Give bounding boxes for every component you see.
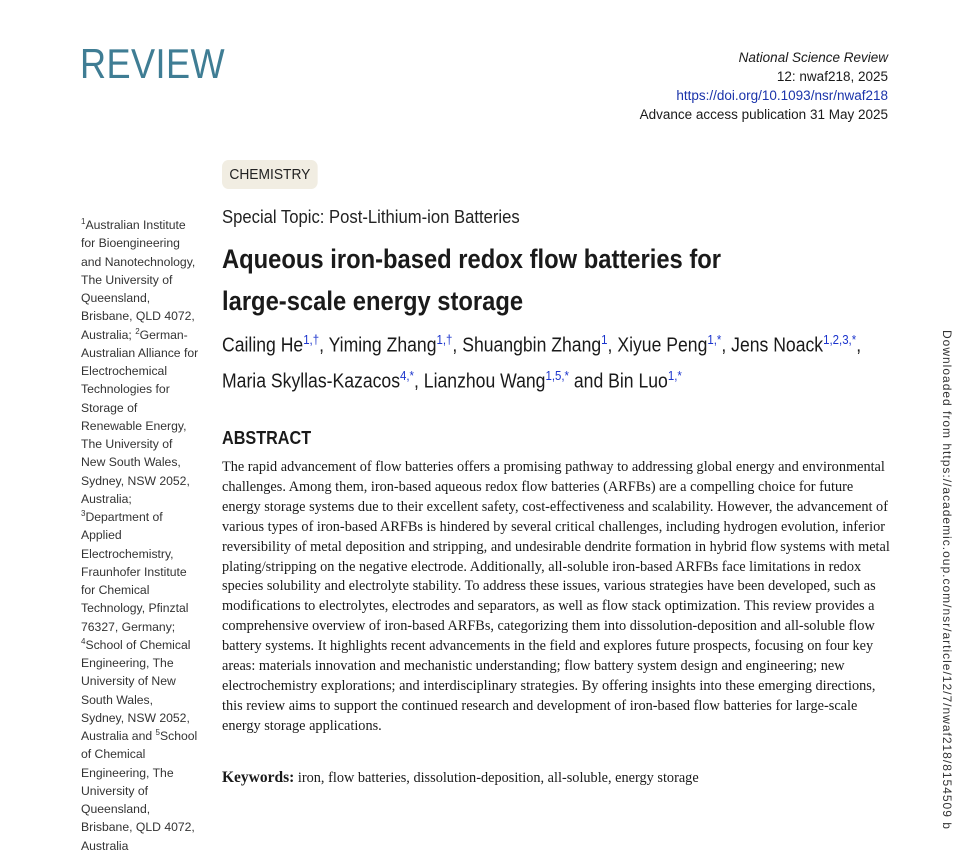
category-badge: CHEMISTRY: [222, 160, 318, 189]
affiliation-number: 3: [81, 508, 86, 518]
download-watermark: Downloaded from https://academic.oup.com/nsr/article/12/7/nwaf218/8154509 b: [940, 330, 954, 830]
doi-link[interactable]: https://doi.org/10.1093/nsr/nwaf218: [676, 88, 888, 103]
abstract-heading: ABSTRACT: [222, 428, 312, 448]
author-list: [222, 325, 891, 396]
article-title: Aqueous iron-based redox flow batteries for large-scale energy storage: [222, 244, 722, 316]
affiliations: [81, 216, 199, 855]
volume-line: 12: nwaf218, 2025: [776, 69, 888, 84]
author-name[interactable]: Maria Skyllas-Kazacos: [222, 370, 401, 393]
affiliation-number: 4: [81, 636, 86, 646]
author-affil-sup: 1,2,3,*: [823, 332, 857, 347]
affiliation-text: Australian Institute for Bioengineering and Nanotechnology, The University of Queensland, Brisbane, QLD 4072, Australia;: [81, 218, 196, 342]
author-affil-sup: 1,*: [707, 332, 722, 347]
author-affil-sup: 1,†: [303, 332, 320, 347]
affiliation-text: Department of Applied Electrochemistry, Fraunhofer Institute for Chemical Technology, Pfinztal 76327, Germany;: [81, 510, 189, 634]
keywords-list: iron, flow batteries, dissolution-deposition, all-soluble, energy storage: [297, 770, 699, 786]
author-affil-sup: 1,5,*: [545, 367, 570, 383]
author-affil-sup: 1,*: [667, 367, 682, 383]
affiliation-text: German-Australian Alliance for Electrochemical Technologies for Storage of Renewable Energy, The University of New South Wales, Sydney, NSW 2052, Australia;: [81, 327, 199, 506]
author-name[interactable]: Bin Luo: [608, 370, 668, 393]
affiliation-number: 5: [155, 727, 160, 737]
publication-date: Advance access publication 31 May 2025: [639, 107, 888, 122]
author-separator: ,: [721, 334, 732, 357]
journal-name: National Science Review: [738, 50, 888, 65]
journal-info: [640, 48, 888, 124]
author-name[interactable]: Shuangbin Zhang: [462, 334, 602, 357]
author-separator: ,: [856, 334, 862, 357]
author-name[interactable]: Jens Noack: [731, 334, 824, 357]
affiliation-text: School of Chemical Engineering, The University of Queensland, Brisbane, QLD 4072, Australia: [81, 729, 198, 853]
author-affil-sup: 1: [601, 332, 608, 347]
author-separator: and: [569, 370, 609, 393]
author-separator: ,: [452, 334, 463, 357]
section-label: REVIEW: [80, 40, 226, 87]
author-name[interactable]: Cailing He: [222, 334, 304, 357]
author-separator: ,: [319, 334, 329, 357]
author-separator: ,: [414, 370, 424, 393]
affiliation-text: School of Chemical Engineering, The University of New South Wales, Sydney, NSW 2052, Australia and: [81, 637, 191, 743]
author-name[interactable]: Yiming Zhang: [328, 334, 437, 357]
special-topic: Special Topic: Post-Lithium-ion Batteries: [222, 206, 520, 227]
abstract-body: The rapid advancement of flow batteries offers a promising pathway to addressing global energy and environmental challenges. Among them, iron-based aqueous redox flow batteries (ARFBs) are a compelling choice for future energy storage systems due to their excellent safety, cost-effectiveness and scalability. However, the advancement of various types of iron-based ARFBs is hindered by several critical challenges, including hydrogen evolution, inferior reversibility of metal deposition and stripping, and undesirable dendrite formation in hybrid flow systems with metal plating/stripping on the negative electrode. Additionally, all-soluble iron-based ARFBs face limitations in redox species solubility and electrolyte stability. To address these issues, various strategies have been developed, such as modifications to electrolytes, electrodes and separators, as well as flow stack optimization. This review provides a comprehensive overview of iron-based ARFBs, categorizing them into dissolution-deposition and all-soluble flow battery systems. It highlights recent advancements in the field and explores future prospects, focusing on four key areas: materials innovation and mechanistic understanding; flow battery system design and engineering; new electrochemistry explorations; and interdisciplinary strategies. By offering insights into these emerging directions, this review aims to support the continued research and development of iron-based flow batteries for large-scale energy storage applications.: [222, 459, 890, 734]
author-separator: ,: [607, 334, 618, 357]
author-affil-sup: 1,†: [436, 332, 453, 347]
author-name[interactable]: Lianzhou Wang: [423, 370, 546, 393]
affiliation-number: 1: [81, 216, 86, 226]
author-name[interactable]: Xiyue Peng: [617, 334, 708, 357]
affiliation-number: 2: [135, 326, 140, 336]
keywords-label: Keywords:: [222, 769, 295, 786]
author-affil-sup: 4,*: [400, 367, 415, 383]
keywords: [222, 769, 922, 787]
